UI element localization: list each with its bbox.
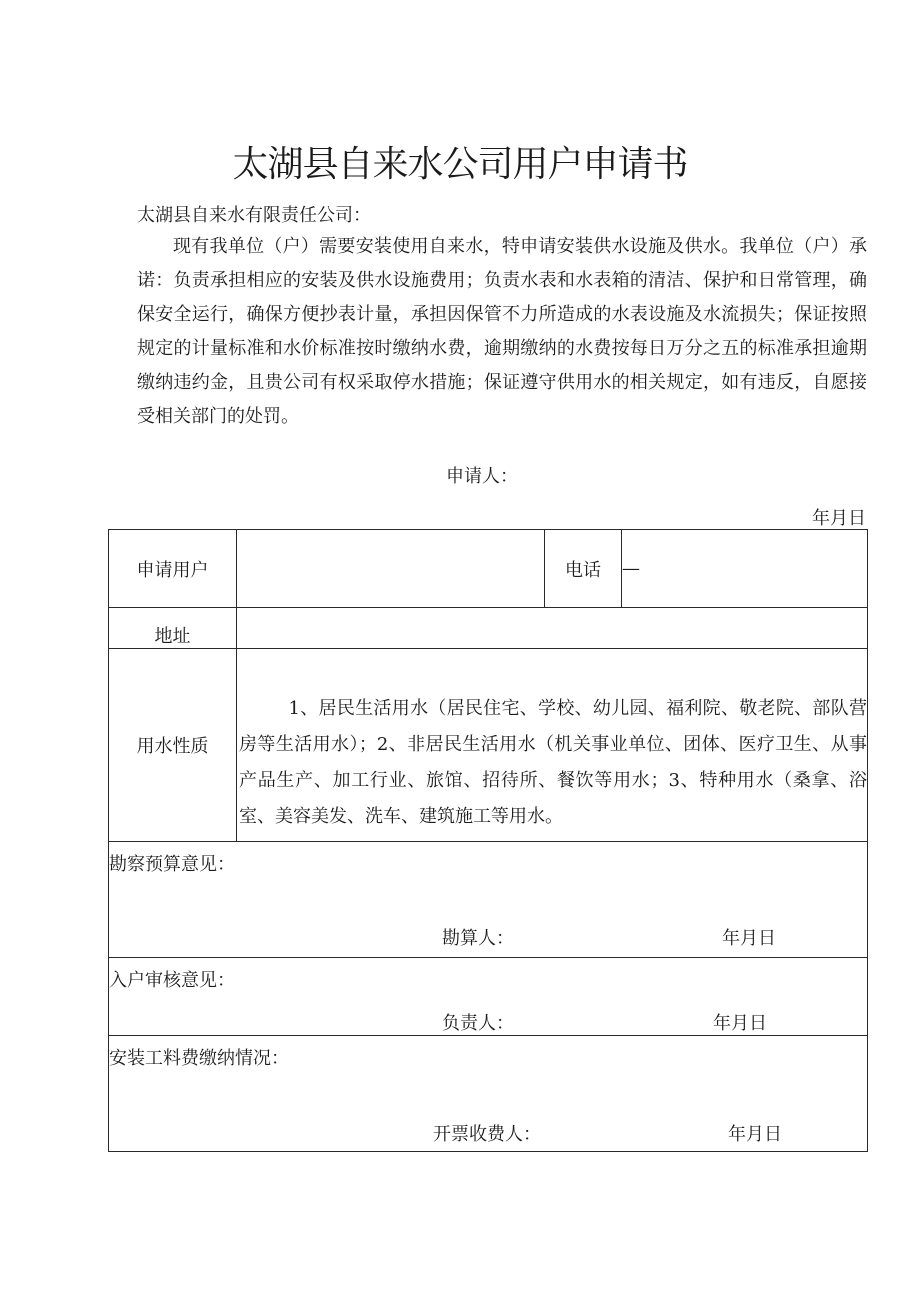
survey-date: 年月日 (722, 928, 776, 949)
address-row (109, 608, 868, 649)
commitment-paragraph: 现有我单位（户）需要安装使用自来水，特申请安装供水设施及供水。我单位（户）承诺：负责承担相应的安装及供水设施费用；负责水表和水表箱的清洁、保护和日常管理，确保安全运行，确保方便抄表计量，承担因保管不力所造成的水表设施及水流损失；保证按照规定的计量标准和水价标准按时缴纳水费，逾期缴纳的水费按每日万分之五的标准承担逾期缴纳违约金，且贵公司有权采取停水措施；保证遵守供用水的相关规定，如有违反，自愿接受相关部门的处罚。 (137, 236, 867, 427)
survey-opinion-row (109, 842, 868, 958)
page-title: 太湖县自来水公司用户申请书 (232, 144, 688, 185)
water-nature-text: 1、居民生活用水（居民住宅、学校、幼儿园、福利院、敬老院、部队营房等生活用水）；2、非居民生活用水（机关事业单位、团体、医疗卫生、从事产品生产、加工行业、旅馆、招待所、餐饮等用水；3、特种用水（桑拿、浴室、美容美发、洗车、建筑施工等用水。 (239, 698, 867, 827)
phone-label: 电话 (545, 530, 622, 608)
application-form-table (108, 529, 868, 1152)
phone-field[interactable]: — (622, 530, 868, 608)
water-nature-row (109, 649, 868, 842)
applicant-signature-label: 申请人： (446, 466, 518, 487)
water-nature-label: 用水性质 (109, 649, 237, 842)
salutation: 太湖县自来水有限责任公司： (137, 205, 371, 226)
install-fee-heading: 安装工料费缴纳情况： (109, 1048, 289, 1069)
water-nature-cell (237, 649, 868, 842)
entry-review-heading: 入户审核意见： (109, 970, 235, 991)
applicant-user-field[interactable] (237, 530, 545, 608)
install-fee-row (109, 1036, 868, 1152)
install-fee-signer-label: 开票收费人： (433, 1124, 541, 1145)
entry-review-row (109, 958, 868, 1036)
address-field[interactable] (237, 608, 868, 649)
address-label-cell (109, 608, 237, 649)
applicant-user-label: 申请用户 (109, 530, 237, 608)
entry-review-cell[interactable] (109, 958, 868, 1036)
survey-opinion-heading: 勘察预算意见： (109, 854, 235, 875)
survey-opinion-cell[interactable] (109, 842, 868, 958)
install-fee-date: 年月日 (728, 1124, 782, 1145)
install-fee-cell[interactable] (109, 1036, 868, 1152)
entry-review-date: 年月日 (713, 1013, 767, 1034)
applicant-row (109, 530, 868, 608)
address-label: 地址 (154, 626, 191, 647)
entry-review-signer-label: 负责人： (442, 1013, 514, 1034)
application-date: 年月日 (812, 508, 866, 529)
survey-signer-label: 勘算人： (442, 928, 514, 949)
